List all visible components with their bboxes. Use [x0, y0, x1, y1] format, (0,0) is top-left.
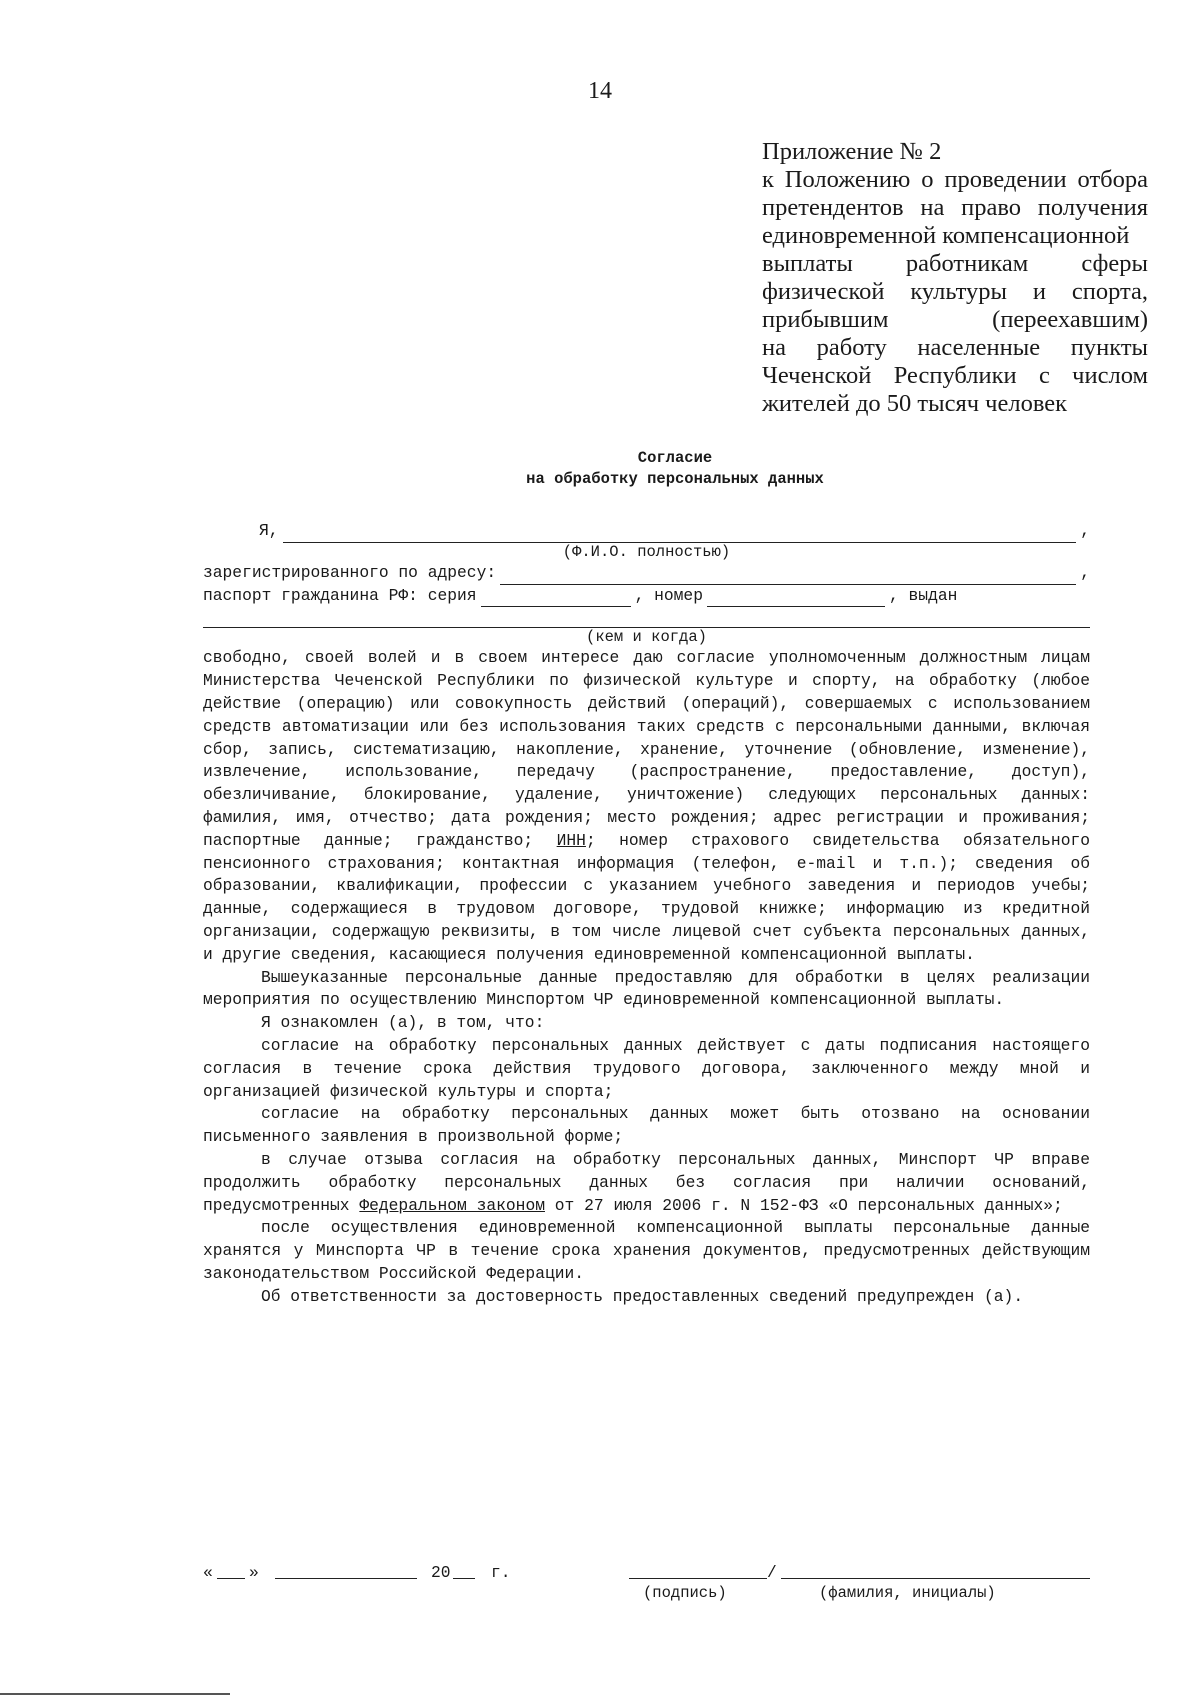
appendix-line: физической культуры и спорта,: [762, 278, 1148, 305]
comma: ,: [1080, 562, 1090, 582]
passport-label: паспорт гражданина РФ: серия: [203, 585, 477, 605]
appendix-line: жителей до 50 тысяч человек: [762, 390, 1068, 417]
passport-number-field[interactable]: [707, 591, 885, 607]
appendix-line: к Положению о проведении отбора: [762, 166, 1148, 193]
name-caption: (фамилия, инициалы): [819, 1584, 996, 1602]
federal-law-link[interactable]: Федеральном законом: [359, 1195, 545, 1215]
consent-paragraph: [203, 647, 1090, 966]
document-title: [0, 448, 1200, 490]
year-field[interactable]: [453, 1563, 475, 1579]
consent-text-2: ; номер страхового свидетельства обязательного пенсионного страхования; контактная информация (телефон, e-mail и т.п.); сведения об образовании, квалификации, профессии с указанием учебного заведения и периодов учебы; данные, содержащиеся в трудовом договоре, трудовой книжке; информацию из кредитной организации, содержащую реквизиты, в том числе лицевой счет субъекта персональных данных, и другие сведения, касающиеся получения единовременной компенсационной выплаты.: [203, 830, 1091, 964]
appendix-line: Чеченской Республики с числом: [762, 362, 1148, 389]
year-prefix: 20: [431, 1563, 451, 1582]
fio-caption: (Ф.И.О. полностью): [562, 542, 731, 561]
month-field[interactable]: [275, 1563, 417, 1579]
item-1: согласие на обработку персональных данных действует с даты подписания настоящего согласия в течение срока действия трудового договора, заключенного между мной и организацией физической культуры и спорта;: [203, 1035, 1090, 1101]
appendix-line: на работу населенные пункты: [762, 334, 1148, 361]
comma: ,: [1080, 521, 1090, 540]
item-3: [203, 1149, 1090, 1217]
appendix-line: единовременной компенсационной: [762, 222, 1130, 249]
address-row: [203, 562, 1090, 585]
appendix-line: Приложение № 2: [762, 138, 942, 165]
passport-series-field[interactable]: [481, 591, 631, 607]
slash: /: [767, 1563, 777, 1582]
item-2: согласие на обработку персональных данных может быть отозвано на основании письменного заявления в произвольной форме;: [203, 1104, 1090, 1147]
item-3-text-b: от 27 июля 2006 г. N 152-ФЗ «О персональных данных»;: [554, 1195, 1063, 1215]
appendix-line: выплаты работникам сферы: [762, 250, 1148, 277]
appendix-line: прибывшим (переехавшим): [762, 306, 1148, 333]
quote-open: «: [203, 1563, 213, 1582]
issued-caption: (кем и когда): [586, 628, 707, 647]
quote-close: »: [249, 1563, 259, 1582]
warning-paragraph: Об ответственности за достоверность предоставленных сведений предупрежден (а).: [261, 1286, 1024, 1306]
signature-field[interactable]: [629, 1563, 767, 1579]
consent-form: [203, 520, 1090, 1309]
inn-text: ИНН: [556, 830, 586, 850]
purpose-paragraph: Вышеуказанные персональные данные предоставляю для обработки в целях реализации мероприятия по осуществлению Минспортом ЧР единовременной компенсационной выплаты.: [203, 967, 1090, 1010]
appendix-header: [762, 138, 1148, 418]
address-label: зарегистрированного по адресу:: [203, 562, 497, 582]
title-line-2: на обработку персональных данных: [526, 470, 824, 488]
address-field[interactable]: [500, 569, 1076, 585]
i-label: Я,: [259, 521, 279, 540]
sign-caption: (подпись): [643, 1584, 727, 1602]
issued-by-field[interactable]: [203, 611, 1090, 628]
passport-row: [203, 585, 1090, 608]
signature-captions: [203, 1584, 1090, 1604]
title-line-1: Согласие: [637, 449, 713, 467]
fio-row: [203, 520, 1090, 543]
year-suffix: г.: [491, 1563, 511, 1582]
number-label: , номер: [634, 585, 703, 605]
signature-row: [203, 1558, 1090, 1582]
consent-text: свободно, своей волей и в своем интересе даю согласие уполномоченным должностным лицам Министерства Чеченской Республики по физической культуре и спорту, на обработку (любое действие (операцию) или совокупность действий (операций), совершаемых с использованием средств автоматизации или без использования таких средств с персональными данными, включая сбор, запись, систематизацию, накопление, хранение, уточнение (обновление, изменение), извлечение, использование, передачу (распространение, предоставление, доступ), обезличивание, блокирование, удаление, уничтожение) следующих персональных данных: фамилия, имя, отчество; дата рождения; место рождения; адрес регистрации и проживания; паспортные данные; гражданство;: [203, 648, 1090, 850]
appendix-line: претендентов на право получения: [762, 194, 1148, 221]
item-3-text-a: в случае отзыва согласия на обработку персональных данных, Минспорт ЧР вправе продолжить обработку персональных данных без согласия при наличии оснований, предусмотренных: [203, 1149, 1090, 1215]
day-field[interactable]: [217, 1563, 245, 1579]
fio-field[interactable]: [283, 527, 1077, 543]
page-number: 14: [588, 78, 612, 104]
informed-paragraph: Я ознакомлен (а), в том, что:: [261, 1013, 545, 1033]
name-field[interactable]: [781, 1563, 1090, 1579]
issued-label: , выдан: [888, 585, 958, 605]
item-4: после осуществления единовременной компенсационной выплаты персональные данные хранятся у Минспорта ЧР в течение срока хранения документов, предусмотренных действующим законодательством Российской Федерации.: [203, 1218, 1090, 1283]
bottom-scan-mark: [0, 1693, 230, 1695]
